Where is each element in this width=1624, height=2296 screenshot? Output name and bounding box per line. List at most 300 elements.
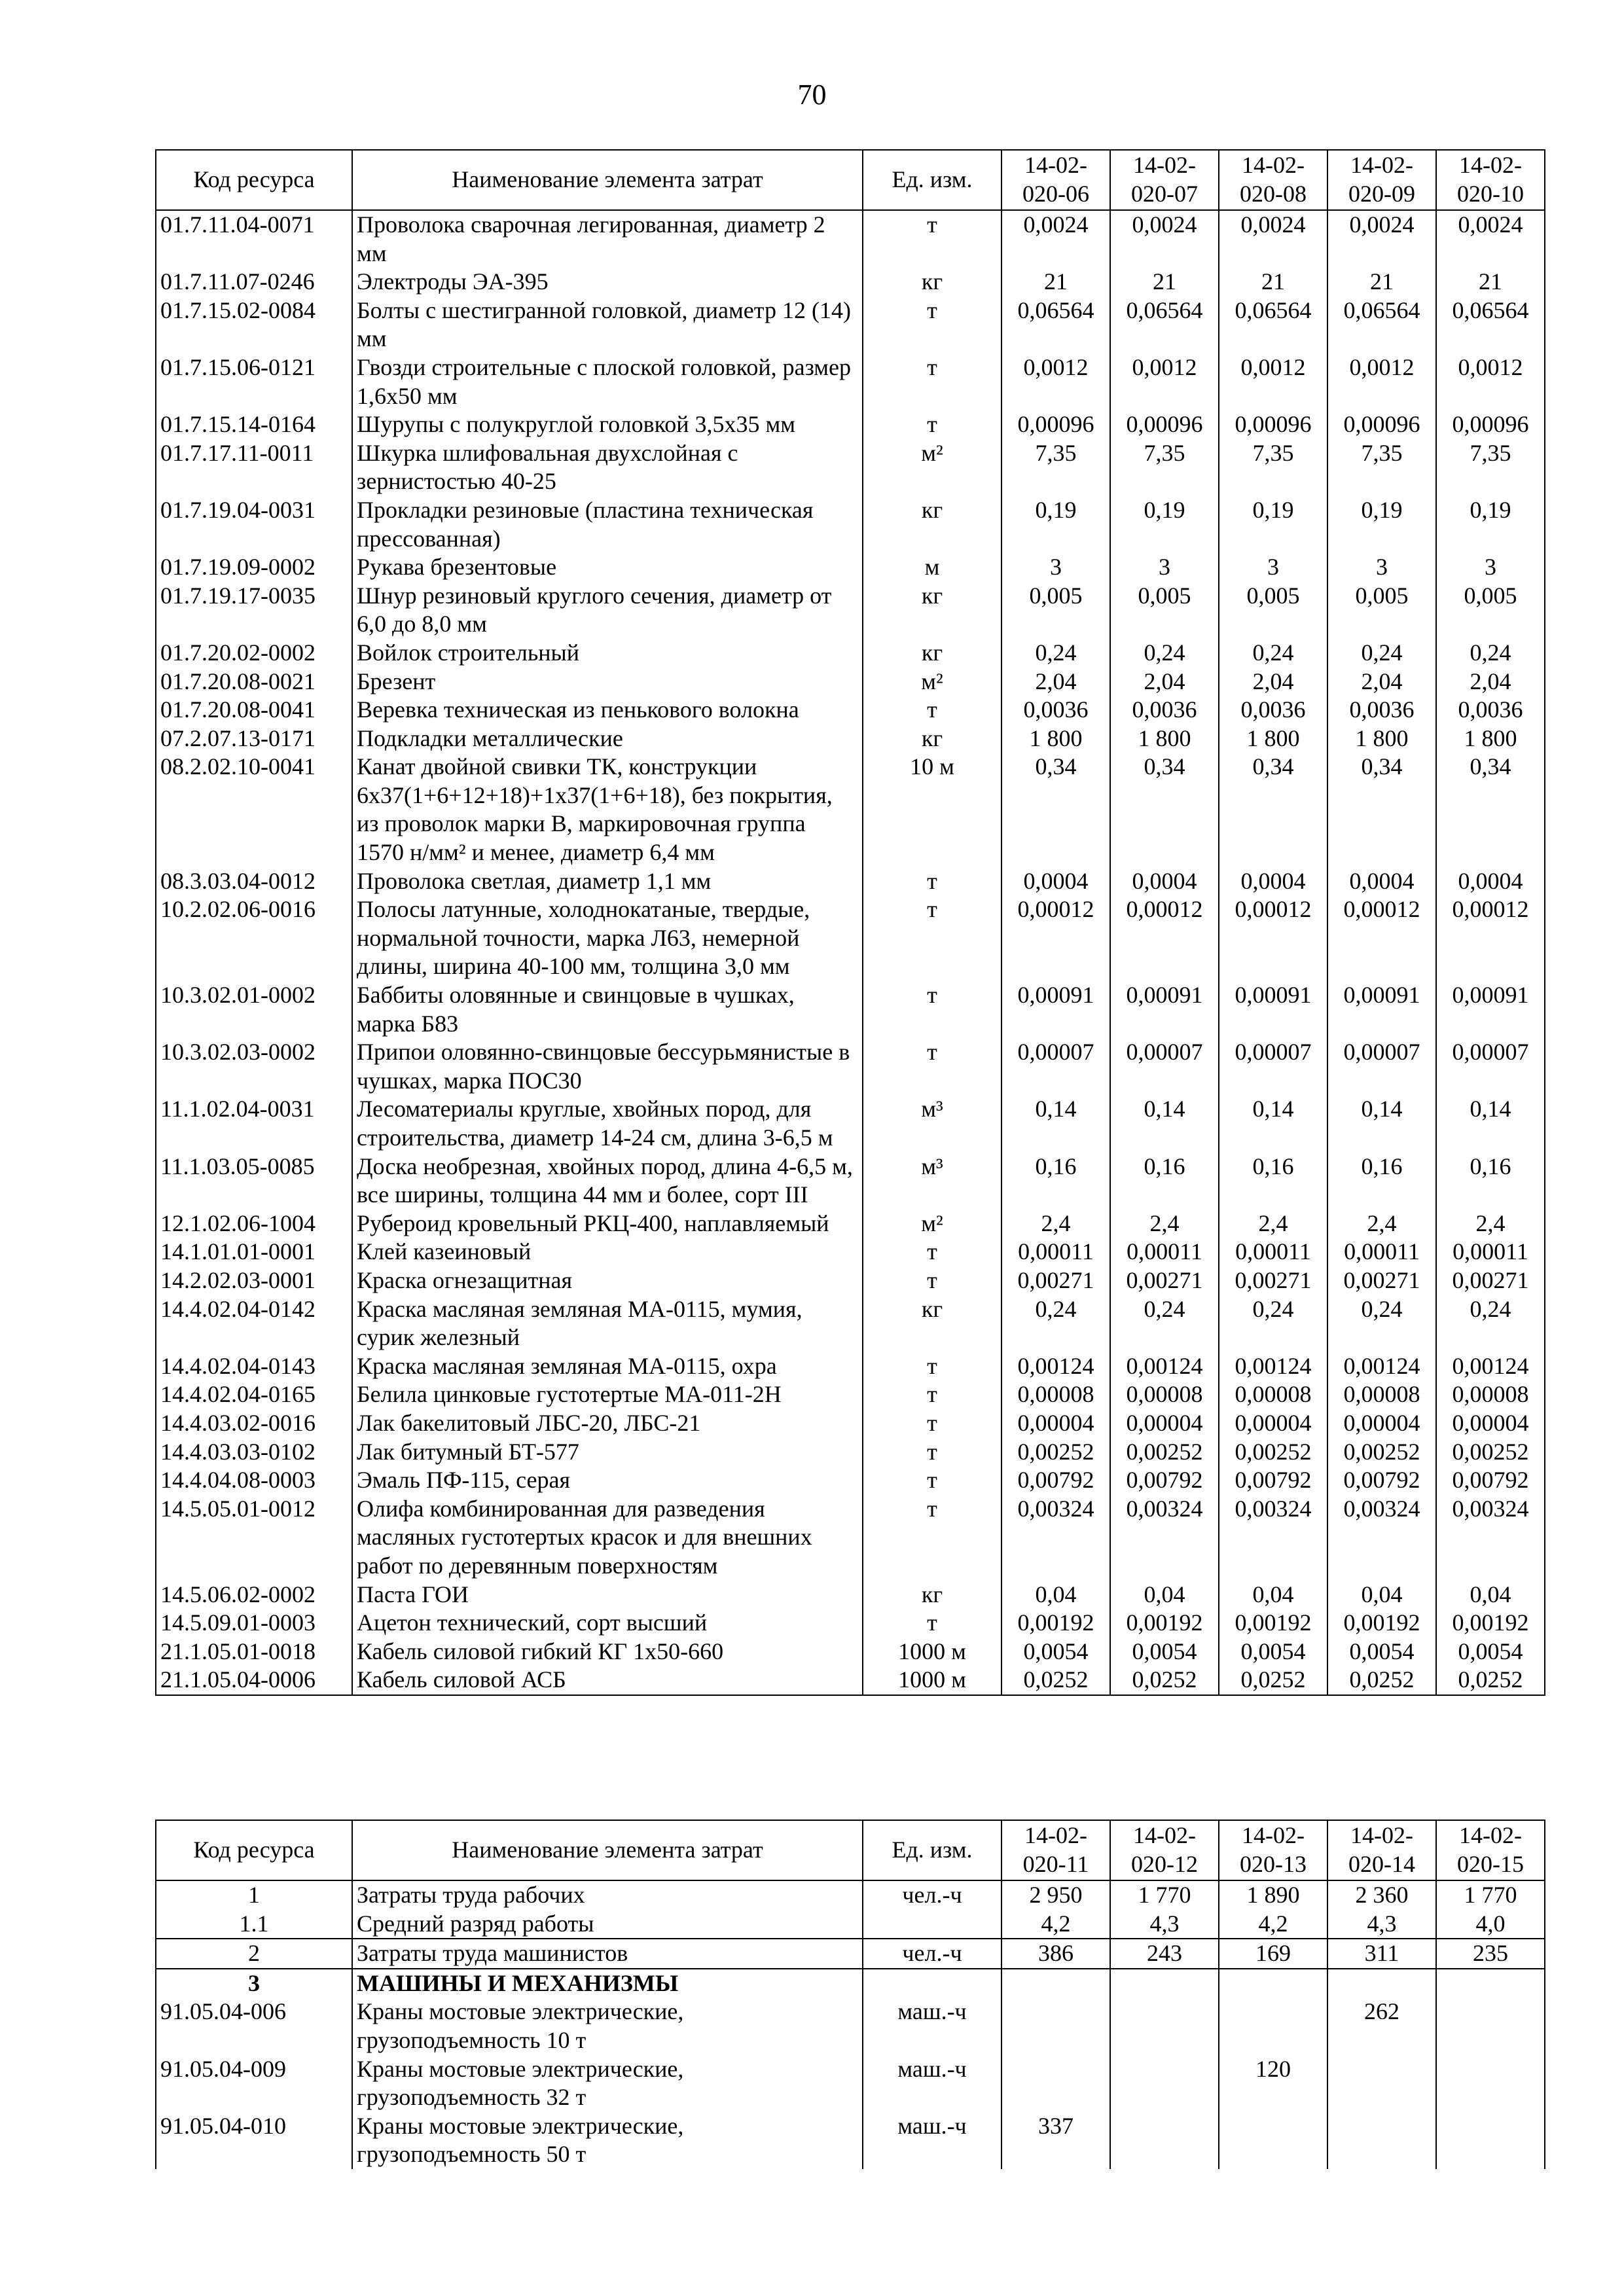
unit-of-measure: 10 м <box>863 753 1001 867</box>
norm-value: 0,0012 <box>1327 353 1436 410</box>
norm-value <box>1436 1998 1545 2054</box>
norm-value: 0,00012 <box>1327 895 1436 981</box>
unit-of-measure: т <box>863 1409 1001 1438</box>
header-unit: Ед. изм. <box>863 1820 1001 1880</box>
unit-of-measure: м² <box>863 1210 1001 1238</box>
norm-value: 0,0054 <box>1219 1638 1327 1666</box>
resource-code: 14.4.04.08-0003 <box>156 1466 352 1495</box>
unit-of-measure: чел.-ч <box>863 1939 1001 1969</box>
norm-value: 21 <box>1436 268 1545 296</box>
norm-value: 0,0252 <box>1110 1666 1219 1695</box>
norm-value: 0,14 <box>1327 1095 1436 1152</box>
norm-value: 0,00124 <box>1219 1352 1327 1381</box>
norm-value: 0,24 <box>1327 1295 1436 1352</box>
norm-value: 2,04 <box>1110 668 1219 696</box>
norm-value: 3 <box>1219 553 1327 582</box>
norm-value: 3 <box>1436 553 1545 582</box>
resource-code: 01.7.15.14-0164 <box>156 410 352 439</box>
cost-element-name: Веревка техническая из пенькового волокна <box>352 696 863 725</box>
cost-element-name: Краска огнезащитная <box>352 1266 863 1295</box>
norm-value: 262 <box>1327 1998 1436 2054</box>
norm-value: 0,00011 <box>1110 1238 1219 1266</box>
resource-code: 1 <box>156 1880 352 1910</box>
header-code: Код ресурса <box>156 150 352 210</box>
norm-value: 0,0004 <box>1001 867 1110 896</box>
norm-value: 0,00012 <box>1001 895 1110 981</box>
norm-value: 0,00008 <box>1001 1380 1110 1409</box>
norm-value: 0,24 <box>1001 1295 1110 1352</box>
cost-element-name: Затраты труда рабочих <box>352 1880 863 1910</box>
header-column: 14-02-020-15 <box>1436 1820 1545 1880</box>
norm-value <box>1219 1998 1327 2054</box>
unit-of-measure: т <box>863 296 1001 353</box>
norm-value: 0,0012 <box>1001 353 1110 410</box>
norm-value: 0,16 <box>1110 1153 1219 1210</box>
table-row <box>156 1266 1545 1295</box>
norm-value: 0,0036 <box>1327 696 1436 725</box>
cost-element-name: Лак битумный БТ-577 <box>352 1438 863 1467</box>
table-row <box>156 1153 1545 1210</box>
norm-value: 0,0004 <box>1327 867 1436 896</box>
table-row <box>156 1352 1545 1381</box>
unit-of-measure: т <box>863 981 1001 1038</box>
norm-value: 7,35 <box>1110 439 1219 496</box>
norm-value: 0,00004 <box>1327 1409 1436 1438</box>
norm-value: 0,00271 <box>1327 1266 1436 1295</box>
unit-of-measure: т <box>863 696 1001 725</box>
cost-element-name: Затраты труда машинистов <box>352 1939 863 1969</box>
norm-value: 3 <box>1001 553 1110 582</box>
cost-element-name: Рукава брезентовые <box>352 553 863 582</box>
table-header-row <box>156 150 1545 210</box>
norm-value: 0,0054 <box>1110 1638 1219 1666</box>
norm-value: 0,19 <box>1110 496 1219 553</box>
norm-value: 0,19 <box>1219 496 1327 553</box>
unit-of-measure: т <box>863 1438 1001 1467</box>
norm-value: 0,005 <box>1327 582 1436 639</box>
resource-code: 1.1 <box>156 1910 352 1939</box>
norm-value: 0,0054 <box>1436 1638 1545 1666</box>
resource-code: 01.7.11.04-0071 <box>156 210 352 268</box>
norm-value: 7,35 <box>1001 439 1110 496</box>
norm-value: 0,24 <box>1327 639 1436 668</box>
table-row <box>156 981 1545 1038</box>
resource-code: 08.2.02.10-0041 <box>156 753 352 867</box>
norm-value: 0,00091 <box>1436 981 1545 1038</box>
norm-value: 0,00252 <box>1001 1438 1110 1467</box>
norm-value: 0,19 <box>1001 496 1110 553</box>
resource-code: 07.2.07.13-0171 <box>156 725 352 753</box>
norm-value: 0,14 <box>1001 1095 1110 1152</box>
norm-value <box>1110 2055 1219 2112</box>
norm-value: 0,04 <box>1001 1581 1110 1609</box>
cost-element-name: Рубероид кровельный РКЦ-400, наплавляемый <box>352 1210 863 1238</box>
unit-of-measure: м² <box>863 439 1001 496</box>
norm-value: 0,005 <box>1001 582 1110 639</box>
norm-value: 0,24 <box>1219 1295 1327 1352</box>
table-row <box>156 1409 1545 1438</box>
norm-value: 0,34 <box>1110 753 1219 867</box>
resource-table-1 <box>155 149 1545 1696</box>
table-row <box>156 2055 1545 2112</box>
cost-element-name: Лесоматериалы круглые, хвойных пород, для строительства, диаметр 14-24 см, длина 3-6,5 м <box>352 1095 863 1152</box>
table-row <box>156 1438 1545 1467</box>
table-row <box>156 1666 1545 1695</box>
resource-code: 01.7.11.07-0246 <box>156 268 352 296</box>
norm-value: 0,0012 <box>1219 353 1327 410</box>
norm-value: 235 <box>1436 1939 1545 1969</box>
table-row <box>156 1910 1545 1939</box>
table-row <box>156 895 1545 981</box>
norm-value: 0,00324 <box>1110 1495 1219 1581</box>
norm-value <box>1436 2112 1545 2169</box>
norm-value: 7,35 <box>1327 439 1436 496</box>
norm-value: 0,00096 <box>1436 410 1545 439</box>
unit-of-measure: кг <box>863 1295 1001 1352</box>
norm-value: 7,35 <box>1436 439 1545 496</box>
cost-element-name: Белила цинковые густотертые МА-011-2Н <box>352 1380 863 1409</box>
norm-value: 0,24 <box>1001 639 1110 668</box>
norm-value: 0,00271 <box>1001 1266 1110 1295</box>
norm-value: 0,00004 <box>1436 1409 1545 1438</box>
resource-code: 14.4.03.02-0016 <box>156 1409 352 1438</box>
resource-code: 10.3.02.03-0002 <box>156 1038 352 1095</box>
unit-of-measure: маш.-ч <box>863 1998 1001 2054</box>
norm-value: 0,0252 <box>1327 1666 1436 1695</box>
empty-cell <box>1436 1969 1545 1998</box>
unit-of-measure: маш.-ч <box>863 2055 1001 2112</box>
norm-value: 0,0252 <box>1436 1666 1545 1695</box>
resource-code: 01.7.17.11-0011 <box>156 439 352 496</box>
table-row <box>156 210 1545 268</box>
norm-value <box>1110 2112 1219 2169</box>
unit-of-measure: т <box>863 1495 1001 1581</box>
resource-code: 01.7.20.08-0021 <box>156 668 352 696</box>
norm-value <box>1436 2055 1545 2112</box>
norm-value: 0,00192 <box>1327 1609 1436 1638</box>
norm-value: 0,00124 <box>1001 1352 1110 1381</box>
cost-element-name: Гвозди строительные с плоской головкой, размер 1,6х50 мм <box>352 353 863 410</box>
norm-value: 0,00091 <box>1219 981 1327 1038</box>
norm-value: 0,24 <box>1110 639 1219 668</box>
resource-code: 21.1.05.04-0006 <box>156 1666 352 1695</box>
machinists-section <box>156 1939 1545 1969</box>
cost-element-name: Кабель силовой гибкий КГ 1х50-660 <box>352 1638 863 1666</box>
resource-code: 2 <box>156 1939 352 1969</box>
norm-value: 2 950 <box>1001 1880 1110 1910</box>
norm-value: 2,4 <box>1327 1210 1436 1238</box>
norm-value: 0,00096 <box>1327 410 1436 439</box>
norm-value: 0,00091 <box>1110 981 1219 1038</box>
unit-of-measure: т <box>863 895 1001 981</box>
resource-code: 11.1.02.04-0031 <box>156 1095 352 1152</box>
cost-element-name: Краны мостовые электрические, грузоподъемность 10 т <box>352 1998 863 2054</box>
table-row <box>156 1939 1545 1969</box>
norm-value <box>1001 1998 1110 2054</box>
resource-code: 01.7.20.08-0041 <box>156 696 352 725</box>
norm-value: 0,0036 <box>1001 696 1110 725</box>
unit-of-measure: кг <box>863 496 1001 553</box>
resource-code: 14.4.02.04-0165 <box>156 1380 352 1409</box>
norm-value <box>1001 2055 1110 2112</box>
unit-of-measure: т <box>863 1352 1001 1381</box>
resource-code: 08.3.03.04-0012 <box>156 867 352 896</box>
norm-value: 0,00792 <box>1110 1466 1219 1495</box>
section-header-row <box>156 1969 1545 1998</box>
norm-value: 0,0036 <box>1436 696 1545 725</box>
norm-value: 0,00008 <box>1327 1380 1436 1409</box>
norm-value: 169 <box>1219 1939 1327 1969</box>
norm-value: 4,2 <box>1001 1910 1110 1939</box>
norm-value: 0,00252 <box>1219 1438 1327 1467</box>
empty-cell <box>1110 1969 1219 1998</box>
norm-value: 0,16 <box>1327 1153 1436 1210</box>
resource-code: 91.05.04-009 <box>156 2055 352 2112</box>
norm-value: 0,00252 <box>1327 1438 1436 1467</box>
unit-of-measure: кг <box>863 725 1001 753</box>
cost-element-name: Прокладки резиновые (пластина техническая прессованная) <box>352 496 863 553</box>
resource-code: 01.7.19.09-0002 <box>156 553 352 582</box>
header-column: 14-02-020-14 <box>1327 1820 1436 1880</box>
cost-element-name: Проволока сварочная легированная, диаметр 2 мм <box>352 210 863 268</box>
unit-of-measure: маш.-ч <box>863 2112 1001 2169</box>
cost-element-name: Кабель силовой АСБ <box>352 1666 863 1695</box>
table-row <box>156 725 1545 753</box>
norm-value: 0,00096 <box>1110 410 1219 439</box>
table-row <box>156 410 1545 439</box>
norm-value: 3 <box>1327 553 1436 582</box>
cost-element-name: Средний разряд работы <box>352 1910 863 1939</box>
cost-element-name: Брезент <box>352 668 863 696</box>
norm-value <box>1327 2112 1436 2169</box>
norm-value: 0,0252 <box>1219 1666 1327 1695</box>
norm-value: 0,00007 <box>1436 1038 1545 1095</box>
norm-value: 2,4 <box>1001 1210 1110 1238</box>
norm-value: 0,0024 <box>1327 210 1436 268</box>
norm-value: 0,00324 <box>1327 1495 1436 1581</box>
norm-value: 2 360 <box>1327 1880 1436 1910</box>
norm-value: 1 800 <box>1110 725 1219 753</box>
empty-cell <box>1001 1969 1110 1998</box>
norm-value: 0,0004 <box>1219 867 1327 896</box>
unit-of-measure: чел.-ч <box>863 1880 1001 1910</box>
table-row <box>156 1295 1545 1352</box>
table-header-row <box>156 1820 1545 1880</box>
norm-value: 4,3 <box>1110 1910 1219 1939</box>
norm-value: 0,00004 <box>1110 1409 1219 1438</box>
cost-element-name: Канат двойной свивки ТК, конструкции 6х37(1+6+12+18)+1х37(1+6+18), без покрытия, из проволок марки В, маркировочная группа 1570 н/мм² и менее, диаметр 6,4 мм <box>352 753 863 867</box>
norm-value: 2,04 <box>1327 668 1436 696</box>
norm-value: 0,00792 <box>1219 1466 1327 1495</box>
table-row <box>156 2112 1545 2169</box>
norm-value: 0,00192 <box>1219 1609 1327 1638</box>
header-column: 14-02-020-11 <box>1001 1820 1110 1880</box>
empty-cell <box>863 1969 1001 1998</box>
norm-value <box>1110 1998 1219 2054</box>
norm-value: 0,16 <box>1436 1153 1545 1210</box>
cost-element-name: Эмаль ПФ-115, серая <box>352 1466 863 1495</box>
header-name: Наименование элемента затрат <box>352 150 863 210</box>
norm-value: 0,19 <box>1436 496 1545 553</box>
unit-of-measure: кг <box>863 1581 1001 1609</box>
table-row <box>156 696 1545 725</box>
norm-value: 0,06564 <box>1001 296 1110 353</box>
norm-value: 0,005 <box>1110 582 1219 639</box>
norm-value: 0,00792 <box>1327 1466 1436 1495</box>
page-number: 70 <box>797 79 827 111</box>
norm-value: 0,06564 <box>1219 296 1327 353</box>
norm-value: 0,0024 <box>1436 210 1545 268</box>
norm-value: 0,0012 <box>1110 353 1219 410</box>
table-row <box>156 1038 1545 1095</box>
norm-value: 0,00192 <box>1436 1609 1545 1638</box>
norm-value: 0,00252 <box>1436 1438 1545 1467</box>
unit-of-measure: т <box>863 1038 1001 1095</box>
cost-element-name: Краска масляная земляная МА-0115, охра <box>352 1352 863 1381</box>
unit-of-measure: кг <box>863 639 1001 668</box>
norm-value: 0,00252 <box>1110 1438 1219 1467</box>
norm-value: 0,0024 <box>1110 210 1219 268</box>
table-row <box>156 553 1545 582</box>
unit-of-measure: т <box>863 210 1001 268</box>
norm-value: 0,00008 <box>1219 1380 1327 1409</box>
cost-element-name: Шнур резиновый круглого сечения, диаметр от 6,0 до 8,0 мм <box>352 582 863 639</box>
resource-code: 14.2.02.03-0001 <box>156 1266 352 1295</box>
unit-of-measure: т <box>863 1266 1001 1295</box>
resource-code: 14.4.02.04-0143 <box>156 1352 352 1381</box>
norm-value: 0,04 <box>1110 1581 1219 1609</box>
header-name: Наименование элемента затрат <box>352 1820 863 1880</box>
norm-value: 0,00124 <box>1327 1352 1436 1381</box>
norm-value: 0,00011 <box>1001 1238 1110 1266</box>
norm-value: 0,34 <box>1436 753 1545 867</box>
norm-value: 0,00004 <box>1219 1409 1327 1438</box>
machines-section <box>156 1969 1545 2169</box>
norm-value: 2,4 <box>1219 1210 1327 1238</box>
cost-element-name: Клей казеиновый <box>352 1238 863 1266</box>
resource-code: 01.7.15.06-0121 <box>156 353 352 410</box>
table-row <box>156 496 1545 553</box>
unit-of-measure: т <box>863 1466 1001 1495</box>
norm-value: 1 800 <box>1219 725 1327 753</box>
norm-value: 0,0024 <box>1219 210 1327 268</box>
norm-value: 0,0004 <box>1110 867 1219 896</box>
table-row <box>156 1998 1545 2054</box>
norm-value: 0,19 <box>1327 496 1436 553</box>
header-column: 14-02-020-06 <box>1001 150 1110 210</box>
cost-element-name: Лак бакелитовый ЛБС-20, ЛБС-21 <box>352 1409 863 1438</box>
resource-table-2 <box>155 1820 1545 2169</box>
resource-code: 91.05.04-010 <box>156 2112 352 2169</box>
header-column: 14-02-020-12 <box>1110 1820 1219 1880</box>
norm-value: 0,0036 <box>1110 696 1219 725</box>
norm-value: 0,24 <box>1219 639 1327 668</box>
cost-element-name: Шкурка шлифовальная двухслойная с зернистостью 40-25 <box>352 439 863 496</box>
norm-value: 2,4 <box>1110 1210 1219 1238</box>
table-row <box>156 439 1545 496</box>
table-row <box>156 1495 1545 1581</box>
norm-value: 2,04 <box>1001 668 1110 696</box>
empty-cell <box>1327 1969 1436 1998</box>
unit-of-measure: кг <box>863 582 1001 639</box>
norm-value: 0,00011 <box>1436 1238 1545 1266</box>
resource-code: 01.7.19.17-0035 <box>156 582 352 639</box>
norm-value: 0,0012 <box>1436 353 1545 410</box>
norm-value: 0,06564 <box>1436 296 1545 353</box>
labor-section <box>156 1880 1545 1939</box>
unit-of-measure: м³ <box>863 1095 1001 1152</box>
unit-of-measure: м³ <box>863 1153 1001 1210</box>
unit-of-measure: 1000 м <box>863 1638 1001 1666</box>
norm-value: 243 <box>1110 1939 1219 1969</box>
norm-value: 0,00096 <box>1001 410 1110 439</box>
norm-value: 0,04 <box>1219 1581 1327 1609</box>
norm-value: 0,00324 <box>1001 1495 1110 1581</box>
norm-value: 0,0024 <box>1001 210 1110 268</box>
norm-value: 0,00091 <box>1327 981 1436 1038</box>
header-code: Код ресурса <box>156 1820 352 1880</box>
resource-code: 11.1.03.05-0085 <box>156 1153 352 1210</box>
norm-value: 4,0 <box>1436 1910 1545 1939</box>
norm-value: 1 770 <box>1110 1880 1219 1910</box>
resource-code: 01.7.19.04-0031 <box>156 496 352 553</box>
table-row <box>156 1095 1545 1152</box>
norm-value: 0,00012 <box>1436 895 1545 981</box>
norm-value: 0,0054 <box>1327 1638 1436 1666</box>
cost-element-name: Полосы латунные, холоднокатаные, твердые, нормальной точности, марка Л63, немерной длины, ширина 40-100 мм, толщина 3,0 мм <box>352 895 863 981</box>
resource-code: 10.2.02.06-0016 <box>156 895 352 981</box>
cost-element-name: Краны мостовые электрические, грузоподъемность 32 т <box>352 2055 863 2112</box>
norm-value: 0,00008 <box>1436 1380 1545 1409</box>
norm-value: 21 <box>1219 268 1327 296</box>
unit-of-measure: 1000 м <box>863 1666 1001 1695</box>
norm-value: 21 <box>1110 268 1219 296</box>
norm-value: 311 <box>1327 1939 1436 1969</box>
unit-of-measure: т <box>863 1380 1001 1409</box>
norm-value: 3 <box>1110 553 1219 582</box>
norm-value: 0,00007 <box>1219 1038 1327 1095</box>
resource-code: 21.1.05.01-0018 <box>156 1638 352 1666</box>
norm-value <box>1327 2055 1436 2112</box>
norm-value: 0,00007 <box>1110 1038 1219 1095</box>
table-row <box>156 1466 1545 1495</box>
table-row <box>156 1638 1545 1666</box>
norm-value: 0,00124 <box>1110 1352 1219 1381</box>
norm-value: 0,00192 <box>1001 1609 1110 1638</box>
resource-code: 01.7.15.02-0084 <box>156 296 352 353</box>
norm-value: 0,06564 <box>1327 296 1436 353</box>
norm-value: 120 <box>1219 2055 1327 2112</box>
norm-value: 0,00007 <box>1327 1038 1436 1095</box>
header-column: 14-02-020-08 <box>1219 150 1327 210</box>
unit-of-measure: кг <box>863 268 1001 296</box>
unit-of-measure: т <box>863 867 1001 896</box>
norm-value: 0,00012 <box>1110 895 1219 981</box>
cost-element-name: Шурупы с полукруглой головкой 3,5х35 мм <box>352 410 863 439</box>
empty-cell <box>1219 1969 1327 1998</box>
unit-of-measure <box>863 1910 1001 1939</box>
table-row <box>156 668 1545 696</box>
table-row <box>156 753 1545 867</box>
norm-value: 0,00271 <box>1110 1266 1219 1295</box>
norm-value: 0,34 <box>1327 753 1436 867</box>
cost-element-name: Баббиты оловянные и свинцовые в чушках, марка Б83 <box>352 981 863 1038</box>
cost-element-name: Припои оловянно-свинцовые бессурьмянистые в чушках, марка ПОС30 <box>352 1038 863 1095</box>
norm-value: 0,24 <box>1436 639 1545 668</box>
unit-of-measure: м <box>863 553 1001 582</box>
header-column: 14-02-020-09 <box>1327 150 1436 210</box>
norm-value: 2,4 <box>1436 1210 1545 1238</box>
